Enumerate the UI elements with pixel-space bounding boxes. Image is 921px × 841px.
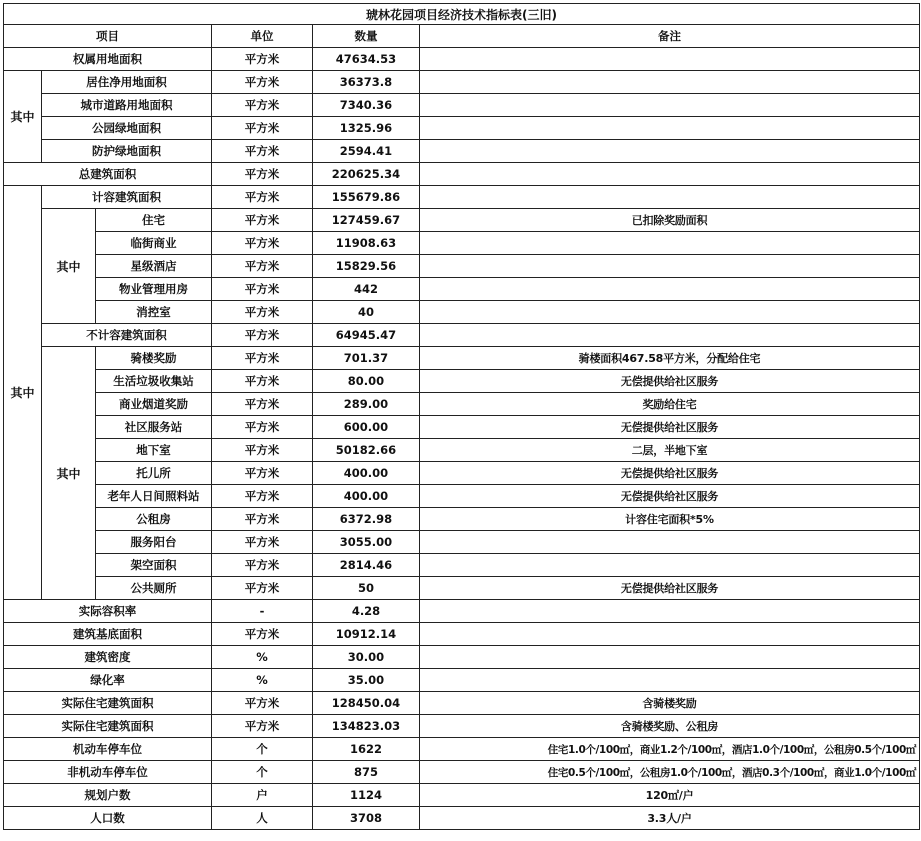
row-label: 不计容建筑面积 bbox=[42, 324, 212, 347]
table-row bbox=[4, 531, 920, 554]
row-label: 公园绿地面积 bbox=[42, 117, 212, 140]
row-unit: 个 bbox=[212, 761, 313, 784]
row-label: 城市道路用地面积 bbox=[42, 94, 212, 117]
row-quantity: 3055.00 bbox=[313, 531, 420, 554]
row-unit: 平方米 bbox=[212, 255, 313, 278]
row-unit: 平方米 bbox=[212, 209, 313, 232]
row-label: 生活垃圾收集站 bbox=[96, 370, 212, 393]
row-label: 建筑密度 bbox=[4, 646, 212, 669]
row-remark bbox=[420, 623, 920, 646]
row-quantity: 15829.56 bbox=[313, 255, 420, 278]
row-label: 公租房 bbox=[96, 508, 212, 531]
row-quantity: 600.00 bbox=[313, 416, 420, 439]
row-unit: 平方米 bbox=[212, 462, 313, 485]
row-unit: 平方米 bbox=[212, 393, 313, 416]
row-quantity: 7340.36 bbox=[313, 94, 420, 117]
row-label: 社区服务站 bbox=[96, 416, 212, 439]
table-row bbox=[4, 209, 920, 232]
row-quantity: 400.00 bbox=[313, 485, 420, 508]
row-remark: 无偿提供给社区服务 bbox=[420, 370, 920, 393]
row-remark bbox=[420, 324, 920, 347]
row-unit: 平方米 bbox=[212, 531, 313, 554]
table-row bbox=[4, 393, 920, 416]
row-quantity: 11908.63 bbox=[313, 232, 420, 255]
row-remark: 计容住宅面积*5% bbox=[420, 508, 920, 531]
table-row bbox=[4, 600, 920, 623]
row-label: 服务阳台 bbox=[96, 531, 212, 554]
row-quantity: 701.37 bbox=[313, 347, 420, 370]
group-label-land: 其中 bbox=[4, 71, 42, 163]
row-remark bbox=[420, 531, 920, 554]
row-remark bbox=[420, 163, 920, 186]
row-quantity: 40 bbox=[313, 301, 420, 324]
row-remark bbox=[420, 554, 920, 577]
row-label: 地下室 bbox=[96, 439, 212, 462]
table-row bbox=[4, 669, 920, 692]
row-quantity: 400.00 bbox=[313, 462, 420, 485]
row-label: 计容建筑面积 bbox=[42, 186, 212, 209]
row-remark: 无偿提供给社区服务 bbox=[420, 416, 920, 439]
row-quantity: 127459.67 bbox=[313, 209, 420, 232]
table-title: 琥林花园项目经济技术指标表(三旧) bbox=[4, 4, 920, 25]
row-remark bbox=[420, 117, 920, 140]
row-label: 星级酒店 bbox=[96, 255, 212, 278]
row-remark bbox=[420, 278, 920, 301]
row-unit: 平方米 bbox=[212, 554, 313, 577]
row-remark bbox=[420, 600, 920, 623]
row-remark: 无偿提供给社区服务 bbox=[420, 462, 920, 485]
header-item: 项目 bbox=[4, 25, 212, 48]
row-unit: 平方米 bbox=[212, 48, 313, 71]
table-row bbox=[4, 232, 920, 255]
row-unit: % bbox=[212, 646, 313, 669]
table-row bbox=[4, 140, 920, 163]
row-quantity: 155679.86 bbox=[313, 186, 420, 209]
row-remark bbox=[420, 255, 920, 278]
row-remark bbox=[420, 186, 920, 209]
row-quantity: 36373.8 bbox=[313, 71, 420, 94]
row-remark: 二层，半地下室 bbox=[420, 439, 920, 462]
row-quantity: 1622 bbox=[313, 738, 420, 761]
row-quantity: 30.00 bbox=[313, 646, 420, 669]
row-remark: 120㎡/户 bbox=[420, 784, 920, 807]
row-label: 住宅 bbox=[96, 209, 212, 232]
table-row bbox=[4, 163, 920, 186]
row-remark: 已扣除奖励面积 bbox=[420, 209, 920, 232]
row-label: 实际容积率 bbox=[4, 600, 212, 623]
row-unit: 平方米 bbox=[212, 117, 313, 140]
table-row bbox=[4, 738, 920, 761]
row-label: 公共厕所 bbox=[96, 577, 212, 600]
row-quantity: 80.00 bbox=[313, 370, 420, 393]
table-row bbox=[4, 370, 920, 393]
row-quantity: 442 bbox=[313, 278, 420, 301]
row-unit: 平方米 bbox=[212, 692, 313, 715]
row-quantity: 134823.03 bbox=[313, 715, 420, 738]
row-quantity: 875 bbox=[313, 761, 420, 784]
table-row bbox=[4, 623, 920, 646]
row-label: 物业管理用房 bbox=[96, 278, 212, 301]
row-quantity: 64945.47 bbox=[313, 324, 420, 347]
row-label: 建筑基底面积 bbox=[4, 623, 212, 646]
row-remark bbox=[420, 301, 920, 324]
row-label: 权属用地面积 bbox=[4, 48, 212, 71]
table-row bbox=[4, 439, 920, 462]
row-quantity: 35.00 bbox=[313, 669, 420, 692]
row-label: 实际住宅建筑面积 bbox=[4, 715, 212, 738]
row-remark bbox=[420, 71, 920, 94]
row-remark bbox=[420, 94, 920, 117]
row-remark: 含骑楼奖励、公租房 bbox=[420, 715, 920, 738]
row-label: 实际住宅建筑面积 bbox=[4, 692, 212, 715]
table-row bbox=[4, 324, 920, 347]
row-quantity: 50 bbox=[313, 577, 420, 600]
row-label: 防护绿地面积 bbox=[42, 140, 212, 163]
table-row bbox=[4, 715, 920, 738]
row-unit: 平方米 bbox=[212, 278, 313, 301]
row-quantity: 3708 bbox=[313, 807, 420, 830]
row-remark bbox=[420, 669, 920, 692]
row-quantity: 2814.46 bbox=[313, 554, 420, 577]
row-label: 临街商业 bbox=[96, 232, 212, 255]
row-unit: 平方米 bbox=[212, 232, 313, 255]
table-row bbox=[4, 48, 920, 71]
row-unit: - bbox=[212, 600, 313, 623]
row-unit: % bbox=[212, 669, 313, 692]
row-unit: 户 bbox=[212, 784, 313, 807]
row-label: 绿化率 bbox=[4, 669, 212, 692]
row-remark: 无偿提供给社区服务 bbox=[420, 577, 920, 600]
row-quantity: 47634.53 bbox=[313, 48, 420, 71]
row-label: 老年人日间照料站 bbox=[96, 485, 212, 508]
table-row bbox=[4, 807, 920, 830]
row-quantity: 1325.96 bbox=[313, 117, 420, 140]
row-unit: 平方米 bbox=[212, 577, 313, 600]
table-row bbox=[4, 462, 920, 485]
row-remark: 无偿提供给社区服务 bbox=[420, 485, 920, 508]
row-unit: 平方米 bbox=[212, 623, 313, 646]
row-unit: 平方米 bbox=[212, 508, 313, 531]
row-label: 消控室 bbox=[96, 301, 212, 324]
header-row bbox=[4, 25, 920, 48]
table-row bbox=[4, 761, 920, 784]
row-label: 人口数 bbox=[4, 807, 212, 830]
table-row bbox=[4, 94, 920, 117]
table-row bbox=[4, 784, 920, 807]
header-quantity: 数量 bbox=[313, 25, 420, 48]
table-row bbox=[4, 278, 920, 301]
row-unit: 平方米 bbox=[212, 347, 313, 370]
table-row bbox=[4, 692, 920, 715]
group-label-non-far: 其中 bbox=[42, 347, 96, 600]
table-row bbox=[4, 186, 920, 209]
row-unit: 平方米 bbox=[212, 370, 313, 393]
row-quantity: 6372.98 bbox=[313, 508, 420, 531]
row-quantity: 10912.14 bbox=[313, 623, 420, 646]
table-row bbox=[4, 301, 920, 324]
row-remark bbox=[420, 232, 920, 255]
row-label: 规划户数 bbox=[4, 784, 212, 807]
table-row bbox=[4, 577, 920, 600]
row-unit: 个 bbox=[212, 738, 313, 761]
header-unit: 单位 bbox=[212, 25, 313, 48]
row-label: 托儿所 bbox=[96, 462, 212, 485]
row-label: 非机动车停车位 bbox=[4, 761, 212, 784]
row-remark bbox=[420, 646, 920, 669]
row-remark: 住宅1.0个/100㎡，商业1.2个/100㎡，酒店1.0个/100㎡，公租房0.5个/100㎡ bbox=[420, 738, 920, 761]
row-remark: 3.3人/户 bbox=[420, 807, 920, 830]
row-unit: 平方米 bbox=[212, 186, 313, 209]
table-row bbox=[4, 646, 920, 669]
row-label: 机动车停车位 bbox=[4, 738, 212, 761]
row-unit: 平方米 bbox=[212, 715, 313, 738]
row-quantity: 2594.41 bbox=[313, 140, 420, 163]
table-row bbox=[4, 117, 920, 140]
group-label-far: 其中 bbox=[42, 209, 96, 324]
row-quantity: 220625.34 bbox=[313, 163, 420, 186]
group-label-floor: 其中 bbox=[4, 186, 42, 600]
table-row bbox=[4, 508, 920, 531]
row-unit: 平方米 bbox=[212, 71, 313, 94]
row-quantity: 128450.04 bbox=[313, 692, 420, 715]
row-remark bbox=[420, 140, 920, 163]
row-unit: 平方米 bbox=[212, 140, 313, 163]
row-label: 商业烟道奖励 bbox=[96, 393, 212, 416]
table-row bbox=[4, 255, 920, 278]
row-remark: 奖励给住宅 bbox=[420, 393, 920, 416]
row-remark: 含骑楼奖励 bbox=[420, 692, 920, 715]
table-row bbox=[4, 416, 920, 439]
row-quantity: 1124 bbox=[313, 784, 420, 807]
row-remark: 骑楼面积467.58平方米，分配给住宅 bbox=[420, 347, 920, 370]
row-unit: 平方米 bbox=[212, 439, 313, 462]
table-row bbox=[4, 485, 920, 508]
row-unit: 平方米 bbox=[212, 301, 313, 324]
row-unit: 平方米 bbox=[212, 324, 313, 347]
row-unit: 平方米 bbox=[212, 94, 313, 117]
row-quantity: 4.28 bbox=[313, 600, 420, 623]
economic-indicator-table bbox=[3, 3, 920, 830]
row-unit: 平方米 bbox=[212, 163, 313, 186]
table-row bbox=[4, 71, 920, 94]
row-label: 总建筑面积 bbox=[4, 163, 212, 186]
row-unit: 平方米 bbox=[212, 416, 313, 439]
table-row bbox=[4, 554, 920, 577]
row-remark bbox=[420, 48, 920, 71]
table-row bbox=[4, 347, 920, 370]
row-label: 骑楼奖励 bbox=[96, 347, 212, 370]
row-label: 居住净用地面积 bbox=[42, 71, 212, 94]
row-unit: 人 bbox=[212, 807, 313, 830]
row-quantity: 50182.66 bbox=[313, 439, 420, 462]
row-label: 架空面积 bbox=[96, 554, 212, 577]
row-remark: 住宅0.5个/100㎡，公租房1.0个/100㎡，酒店0.3个/100㎡，商业1.0个/100㎡ bbox=[420, 761, 920, 784]
row-quantity: 289.00 bbox=[313, 393, 420, 416]
header-remarks: 备注 bbox=[420, 25, 920, 48]
row-unit: 平方米 bbox=[212, 485, 313, 508]
